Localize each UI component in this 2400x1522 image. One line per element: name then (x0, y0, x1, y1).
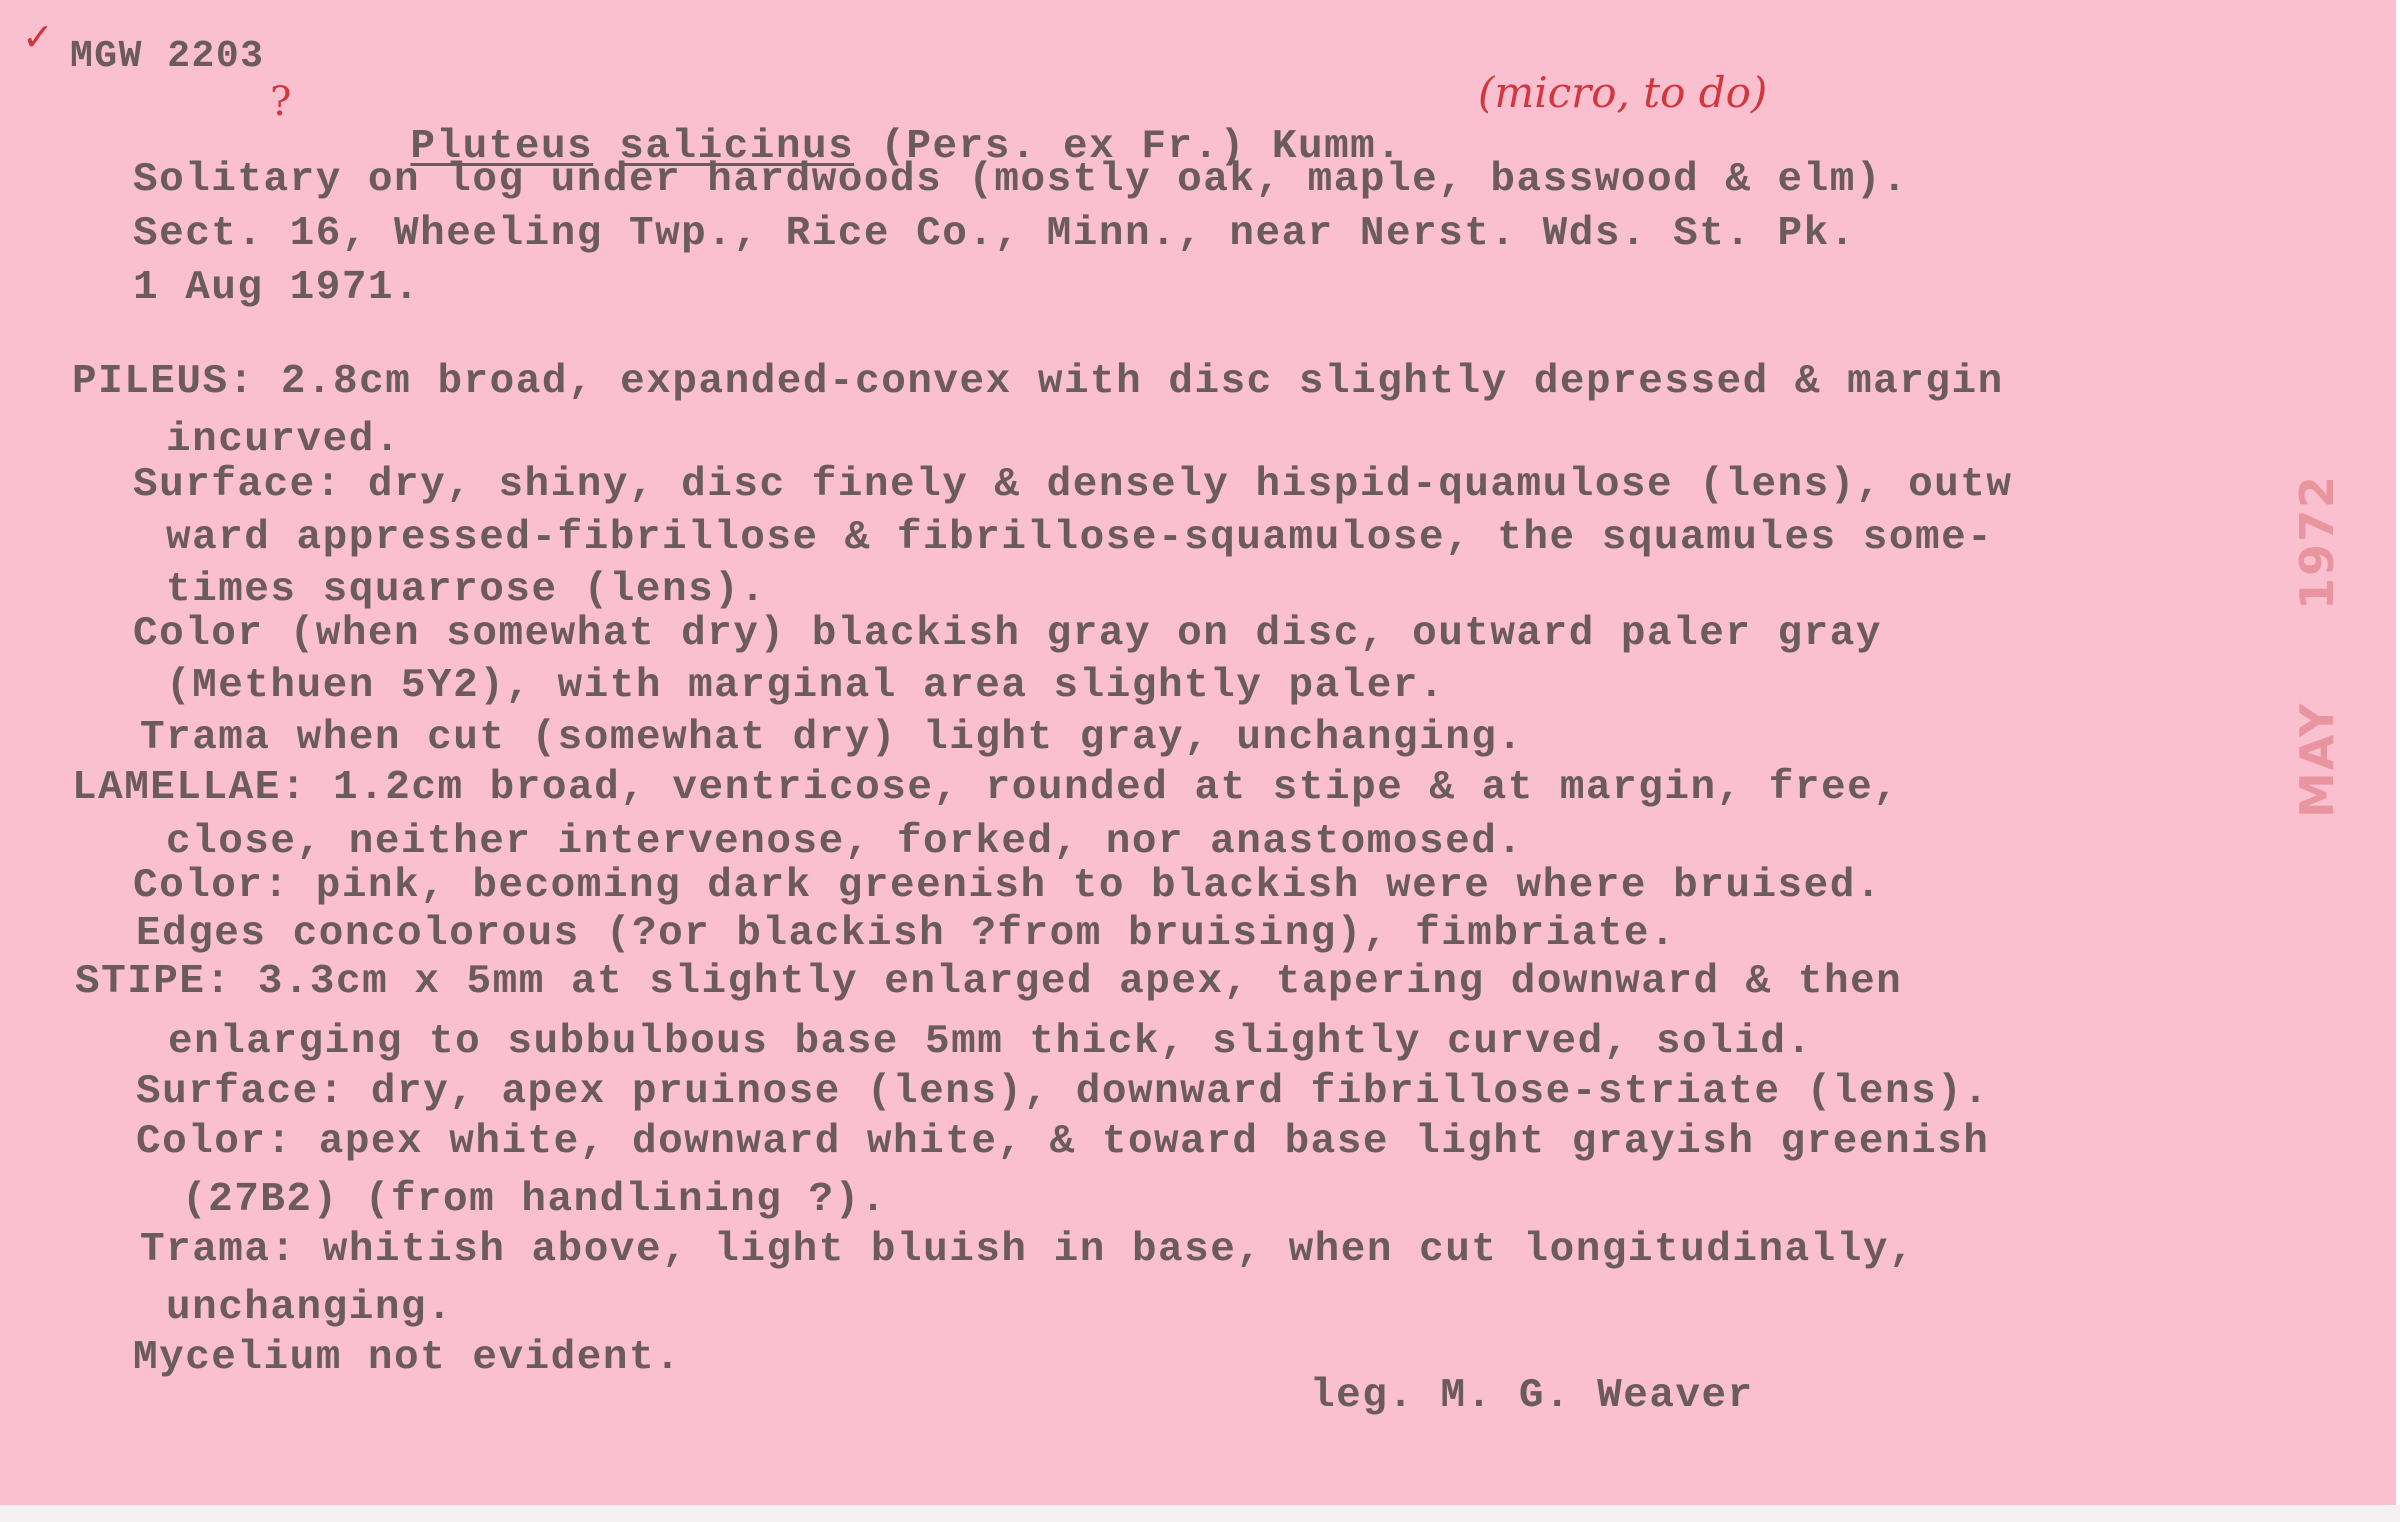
collection-number: MGW 2203 (70, 35, 265, 78)
species-epithet: salicinus (619, 124, 855, 170)
checkmark-annotation: ✓ (22, 15, 54, 59)
mycelium-line: Mycelium not evident. (133, 1335, 682, 1381)
pileus-line: times squarrose (lens). (166, 567, 767, 613)
pileus-line: ward appressed-fibrillose & fibrillose-squamulose, the squamules some- (166, 515, 1994, 561)
pileus-color-line: Color (when somewhat dry) blackish gray on disc, outward paler gray (133, 611, 1882, 657)
locality-line: Sect. 16, Wheeling Twp., Rice Co., Minn., near Nerst. Wds. St. Pk. (133, 211, 1856, 257)
lamellae-color-line: Color: pink, becoming dark greenish to blackish were where bruised. (133, 863, 1882, 909)
received-date-stamp-month: MAY (2290, 701, 2344, 818)
pileus-trama-line: Trama when cut (somewhat dry) light gray, unchanging. (140, 715, 1524, 761)
received-date-stamp-year: 1972 (2290, 473, 2344, 610)
stipe-line: enlarging to subbulbous base 5mm thick, slightly curved, solid. (168, 1019, 1813, 1065)
collector-signature: leg. M. G. Weaver (1310, 1373, 1754, 1419)
date-line: 1 Aug 1971. (133, 265, 421, 311)
micro-todo-note: (micro, to do) (1478, 68, 1768, 117)
stipe-line: unchanging. (166, 1285, 454, 1331)
stipe-color-line: Color: apex white, downward white, & toward base light grayish greenish (136, 1119, 1990, 1165)
genus-name: Pluteus (410, 124, 594, 170)
pileus-surface-line: Surface: dry, shiny, disc finely & densely hispid-quamulose (lens), outw (133, 462, 2013, 508)
question-mark-annotation: ? (270, 79, 292, 125)
pileus-heading-line: PILEUS: 2.8cm broad, expanded-convex with disc slightly depressed & margin (72, 359, 2004, 405)
stipe-surface-line: Surface: dry, apex pruinose (lens), downward fibrillose-striate (lens). (136, 1069, 1990, 1115)
stipe-heading-line: STIPE: 3.3cm x 5mm at slightly enlarged apex, tapering downward & then (75, 959, 1903, 1005)
lamellae-edges-line: Edges concolorous (?or blackish ?from bruising), fimbriate. (136, 911, 1677, 957)
habitat-line: Solitary on log under hardwoods (mostly oak, maple, basswood & elm). (133, 157, 1909, 203)
pileus-line: (Methuen 5Y2), with marginal area slightly paler. (166, 663, 1446, 709)
lamellae-line: close, neither intervenose, forked, nor anastomosed. (166, 819, 1524, 865)
scan-bottom-edge (0, 1505, 2400, 1522)
pileus-line: incurved. (166, 417, 401, 463)
authority: (Pers. ex Fr.) Kumm. (880, 124, 1403, 170)
lamellae-heading-line: LAMELLAE: 1.2cm broad, ventricose, rounded at stipe & at margin, free, (72, 765, 1900, 811)
stipe-trama-line: Trama: whitish above, light bluish in base, when cut longitudinally, (140, 1227, 1916, 1273)
stipe-line: (27B2) (from handlining ?). (182, 1177, 887, 1223)
